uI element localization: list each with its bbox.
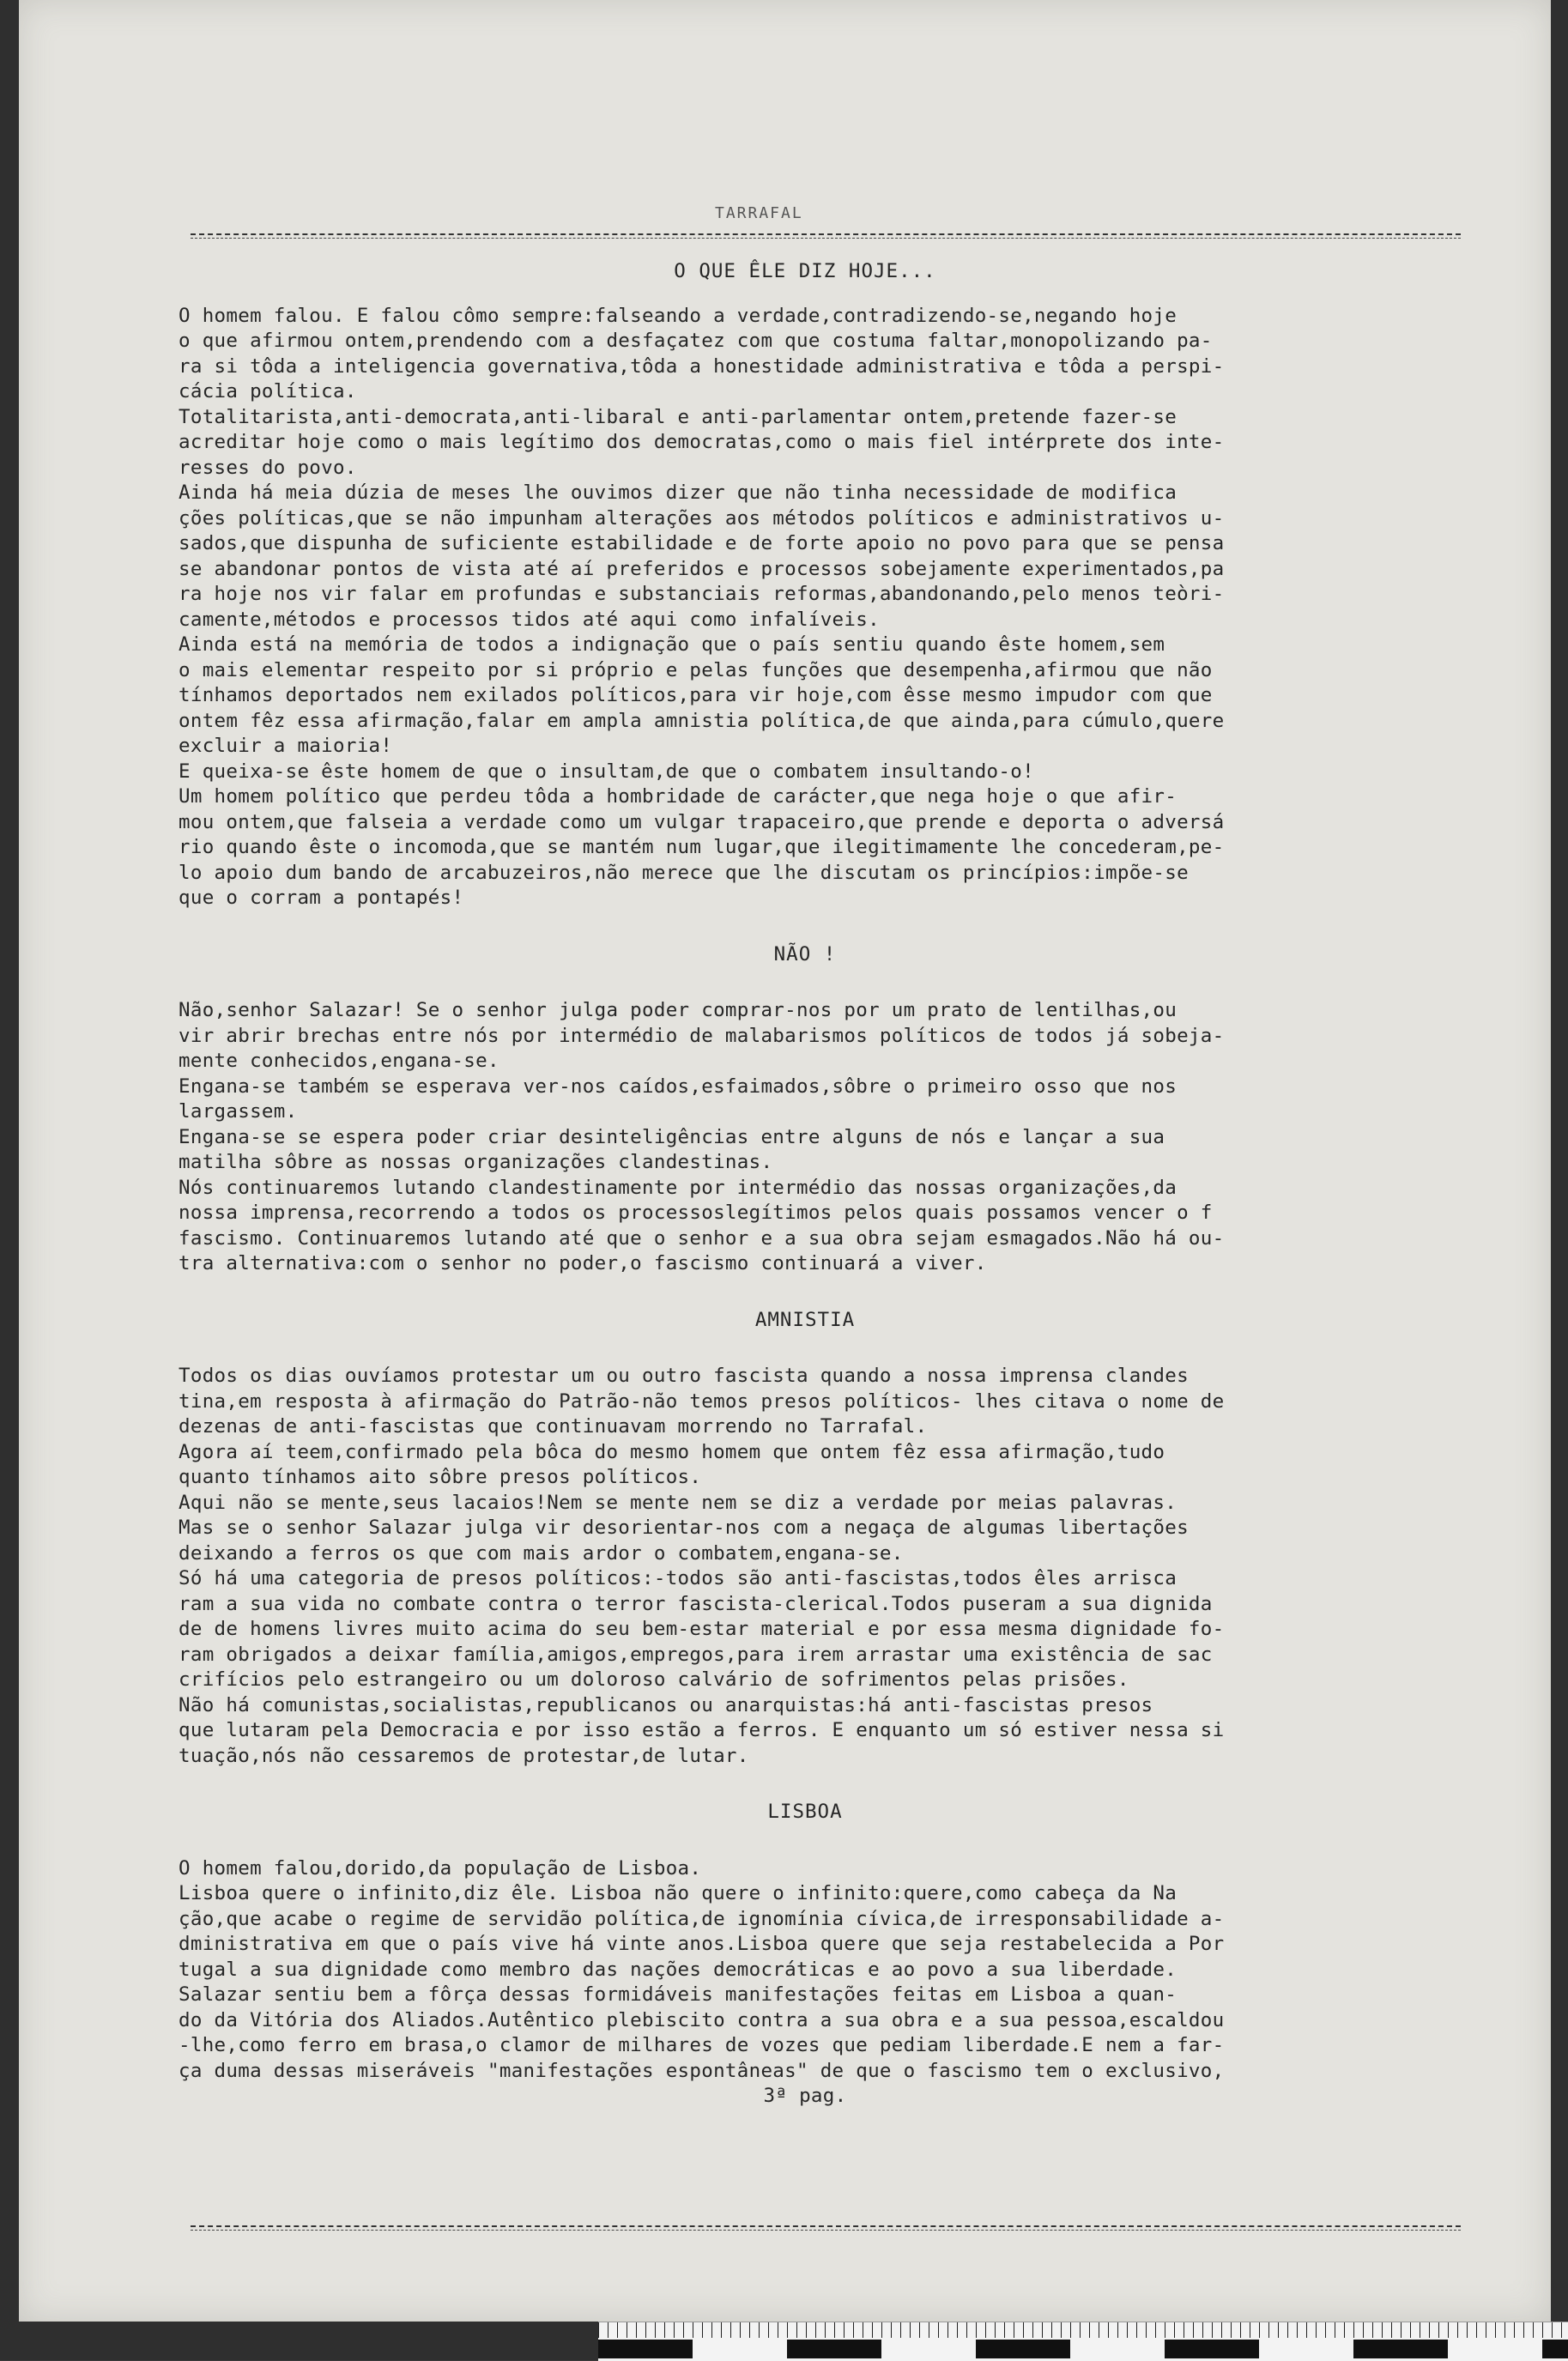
paragraph: Engana-se também se esperava ver-nos caídos,esfaimados,sôbre o primeiro osso que nos largassem. xyxy=(179,1075,1178,1123)
paragraph: Ainda está na memória de todos a indignação que o país sentiu quando êste homem,sem o mais elementar respeito por si próprio e pelas funções que desempenha,afirmou que não tínhamos deportados nem exilados políticos,para vir hoje,com êsse mesmo impudor com que ontem fêz essa afirmação,falar em ampla amnistia política,de que ainda,para cúmulo,quere excluir a maioria! xyxy=(179,633,1225,757)
paragraph: Totalitarista,anti-democrata,anti-libaral e anti-parlamentar ontem,pretende fazer-se acreditar hoje como o mais legítimo dos democratas,como o mais fiel intérprete dos inte- resses do povo. xyxy=(179,405,1225,479)
paragraph: Só há uma categoria de presos políticos:-todos são anti-fascistas,todos êles arrisca ram a sua vida no combate contra o terror fascista-clerical.Todos puseram a sua dignida de de homens livres muito acima do seu bem-estar material e por essa mesma dignidade fo- ram obrigados a deixar família,amigos,empregos,para irem arrastar uma existência de sac crifícios pelo estrangeiro ou um doloroso calvário de sofrimentos pelas prisões. xyxy=(179,1567,1225,1691)
paragraph: Nós continuaremos lutando clandestinamente por intermédio das nossas organizações,da nossa imprensa,recorrendo a todos os processoslegítimos pelos quais possamos vencer o f fascismo. Continuaremos lutando até que o senhor e a sua obra sejam esmagados.Não há ou- tra alternativa:com o senhor no poder,o fascismo continuará a viver. xyxy=(179,1176,1225,1274)
paragraph: Aqui não se mente,seus lacaios!Nem se mente nem se diz a verdade por meias palavras. xyxy=(179,1491,1178,1514)
paragraph: Não há comunistas,socialistas,republicanos ou anarquistas:há anti-fascistas presos que lutaram pela Democracia e por isso estão a ferros. E enquanto um só estiver nessa si tuação,nós não cessaremos de protestar,de lutar. xyxy=(179,1693,1225,1767)
paragraph: O homem falou,dorido,da população de Lisboa. xyxy=(179,1856,702,1880)
top-rule-thin xyxy=(191,238,1461,239)
scale-ruler xyxy=(598,2322,1568,2361)
paragraph: E queixa-se êste homem de que o insultam,de que o combatem insultando-o! xyxy=(179,760,1034,783)
paragraph: O homem falou. E falou cômo sempre:falseando a verdade,contradizendo-se,negando hoje o que afirmou ontem,prendendo com a desfaçatez com que costuma faltar,monopolizando pa- ra si tôda a inteligencia governativa,tôda a honestidade administrativa e tôda a perspi- cácia política. xyxy=(179,304,1225,403)
bottom-rule-thin xyxy=(191,2230,1461,2231)
paragraph: Salazar sentiu bem a fôrça dessas formidáveis manifestações feitas em Lisboa a quan- do da Vitória dos Aliados.Autêntico plebiscito contra a sua obra e a sua pessoa,escaldou -lhe,como ferro em brasa,o clamor de milhares de vozes que pediam liberdade.E nem a far- ça duma dessas miseráveis "manifestações espontâneas" de que o fascismo tem o exclusivo, xyxy=(179,1983,1225,2082)
paragraph: Lisboa quere o infinito,diz êle. Lisboa não quere o infinito:quere,como cabeça da Na ção,que acabe o regime de servidão política,de ignomínia cívica,de irresponsabilidade a- dministrativa em que o país vive há vinte anos.Lisboa quere que seja restabelecida a Por tugal a sua dignidade como membro das nações democráticas e ao povo a sua liberdade. xyxy=(179,1882,1225,1981)
section-title-amnistia: AMNISTIA xyxy=(754,1308,856,1331)
paragraph: Engana-se se espera poder criar desinteligências entre alguns de nós e lançar a sua matilha sôbre as nossas organizações clandestinas. xyxy=(179,1125,1165,1173)
paragraph: Mas se o senhor Salazar julga vir desorientar-nos com a negaça de algumas libertações deixando a ferros os que com mais ardor o combatem,engana-se. xyxy=(179,1516,1189,1565)
section-amnistia xyxy=(179,1364,1432,1769)
section-title-lisboa: LISBOA xyxy=(767,1801,843,1823)
ruler-ticks xyxy=(598,2322,1568,2338)
bottom-rule xyxy=(191,2225,1461,2227)
section-lisboa xyxy=(179,1856,1432,2085)
paragraph: Um homem político que perdeu tôda a hombridade de carácter,que nega hoje o que afir- mou ontem,que falseia a verdade como um vulgar trapaceiro,que prende e deporta o adversá rio quando êste o incomoda,que se mantém num lugar,que ilegitimamente lhe concederam,pe- lo apoio dum bando de arcabuzeiros,não merece que lhe discutam os princípios:impõe-se que o corram a pontapés! xyxy=(179,785,1225,909)
paragraph: Ainda há meia dúzia de meses lhe ouvimos dizer que não tinha necessidade de modifica ções políticas,que se não impunham alterações aos métodos políticos e administrativos u- sados,que dispunha de suficiente estabilidade e de forte apoio no povo para que se pensa se abandonar pontos de vista até aí preferidos e processos sobejamente experimentados,pa ra hoje nos vir falar em profundas e substanciais reformas,abandonando,pelo menos teòri- camente,métodos e processos tidos até aqui como infalíveis. xyxy=(179,481,1225,631)
masthead: TARRAFAL xyxy=(710,204,808,222)
section-title-nao: NÃO ! xyxy=(773,942,837,966)
paragraph: Agora aí teem,confirmado pela bôca do mesmo homem que ontem fêz essa afirmação,tudo quanto tínhamos aito sôbre presos políticos. xyxy=(179,1440,1165,1488)
document-title: O QUE ÊLE DIZ HOJE... xyxy=(674,260,936,282)
paragraph: Todos os dias ouvíamos protestar um ou outro fascista quando a nossa imprensa clandes tina,em resposta à afirmação do Patrão-não temos presos políticos- lhes citava o nome de dezenas de anti-fascistas que continuavam morrendo no Tarrafal. xyxy=(179,1365,1225,1438)
section-nao xyxy=(179,998,1432,1277)
top-rule xyxy=(191,233,1461,235)
section-intro xyxy=(179,304,1432,911)
page-number: 3ª pag. xyxy=(763,2085,847,2107)
paragraph: Não,senhor Salazar! Se o senhor julga poder comprar-nos por um prato de lentilhas,ou vir abrir brechas entre nós por intermédio de malabarismos políticos de todos já sobeja- mente conhecidos,engana-se. xyxy=(179,999,1225,1072)
document-body xyxy=(179,259,1432,2110)
ruler-bar xyxy=(598,2340,1568,2358)
